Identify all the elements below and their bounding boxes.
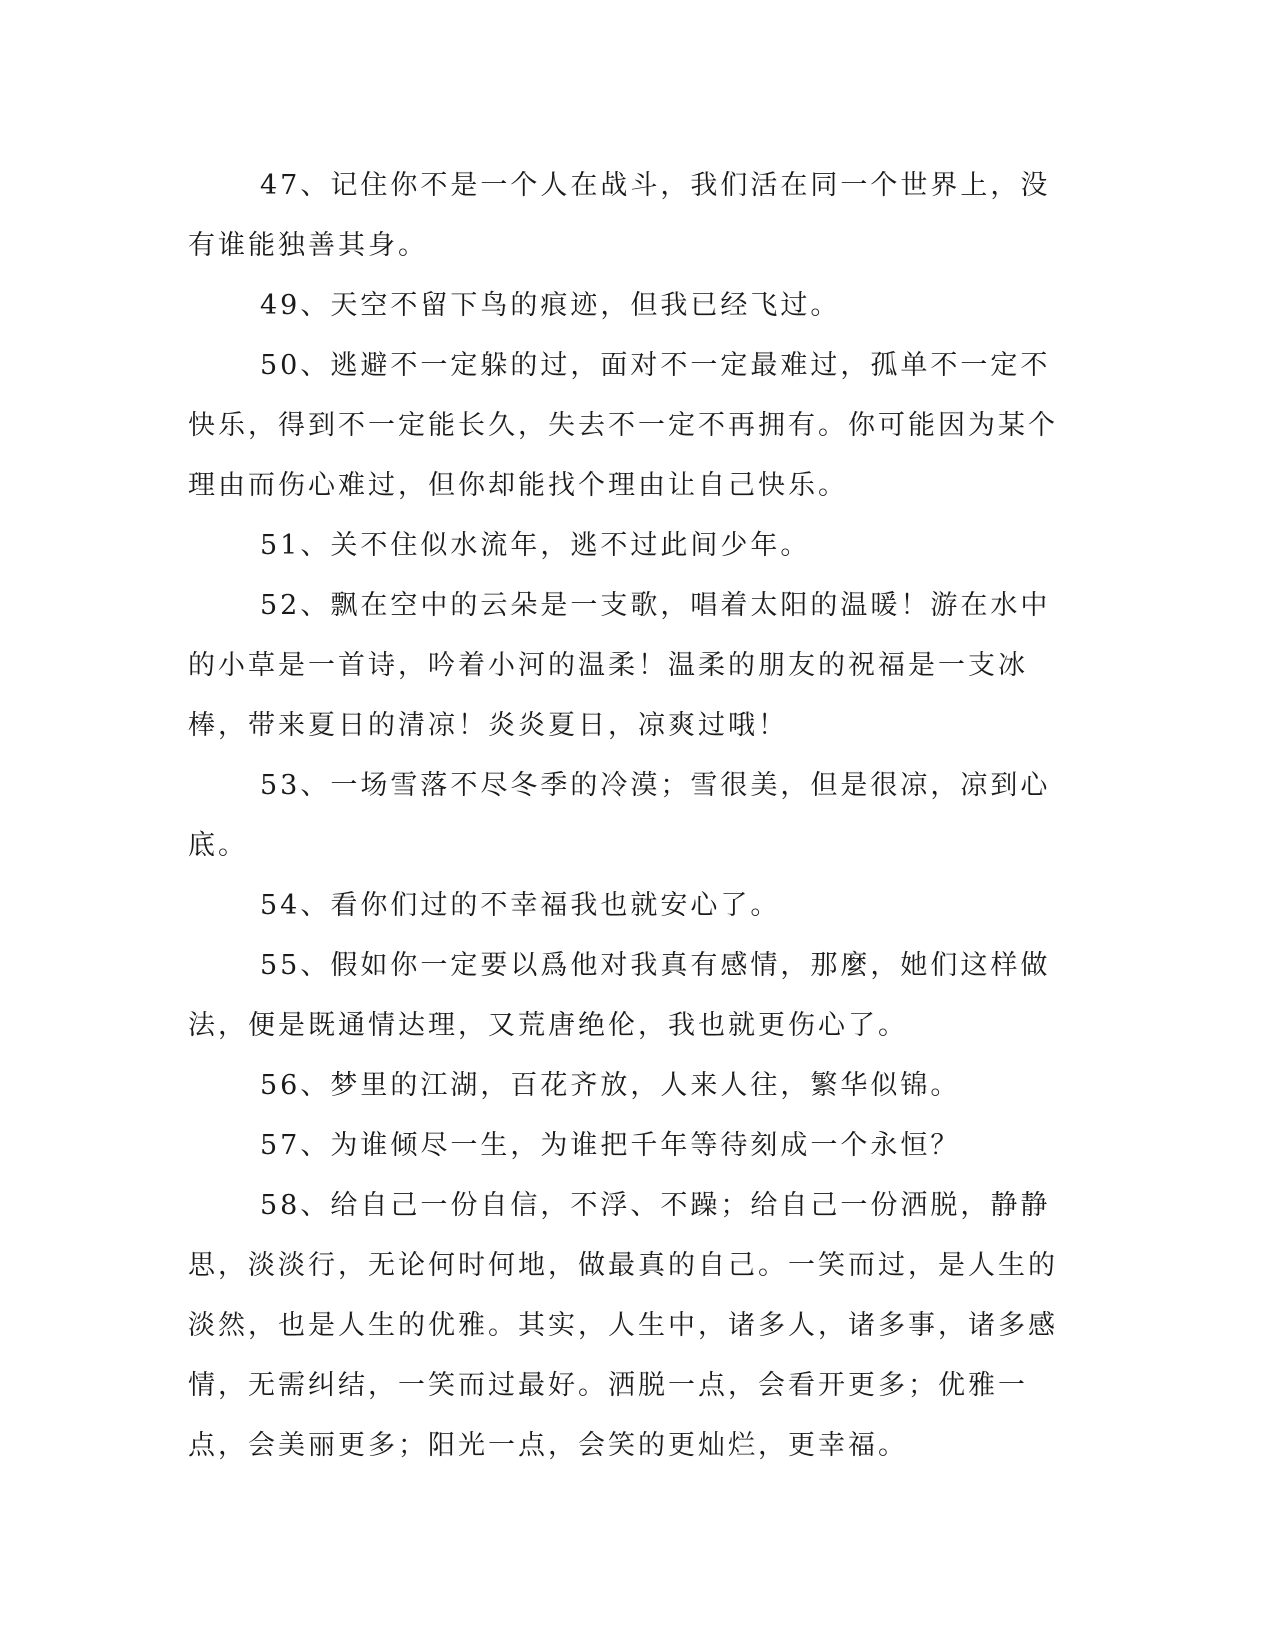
paragraph-52: 52、飘在空中的云朵是一支歌，唱着太阳的温暖！游在水中的小草是一首诗，吟着小河的温柔！温柔的朋友的祝福是一支冰棒，带来夏日的清凉！炎炎夏日，凉爽过哦！: [188, 590, 1051, 741]
paragraph-53: 53、一场雪落不尽冬季的冷漠；雪很美，但是很凉，凉到心底。: [188, 770, 1051, 861]
paragraph-50: 50、逃避不一定躲的过，面对不一定最难过，孤单不一定不快乐，得到不一定能长久，失去不一定不再拥有。你可能因为某个理由而伤心难过，但你却能找个理由让自己快乐。: [188, 350, 1058, 501]
paragraph-56: 56、梦里的江湖，百花齐放，人来人往，繁华似锦。: [260, 1070, 961, 1101]
document-body: [188, 156, 1080, 1476]
paragraph-49: 49、天空不留下鸟的痕迹，但我已经飞过。: [260, 290, 841, 321]
paragraph-54: 54、看你们过的不幸福我也就安心了。: [260, 890, 781, 921]
paragraph-57: 57、为谁倾尽一生，为谁把千年等待刻成一个永恒？: [260, 1130, 961, 1161]
paragraph-58: 58、给自己一份自信，不浮、不躁；给自己一份洒脱，静静思，淡淡行，无论何时何地，做最真的自己。一笑而过，是人生的淡然，也是人生的优雅。其实，人生中，诸多人，诸多事，诸多感情，无需纠结，一笑而过最好。洒脱一点，会看开更多；优雅一点，会美丽更多；阳光一点，会笑的更灿烂，更幸福。: [188, 1190, 1058, 1461]
paragraph-55: 55、假如你一定要以爲他对我真有感情，那麼，她们这样做法，便是既通情达理，又荒唐绝伦，我也就更伤心了。: [188, 950, 1051, 1041]
paragraph-47: 47、记住你不是一个人在战斗，我们活在同一个世界上，没有谁能独善其身。: [188, 170, 1051, 261]
paragraph-51: 51、关不住似水流年，逃不过此间少年。: [260, 530, 811, 561]
